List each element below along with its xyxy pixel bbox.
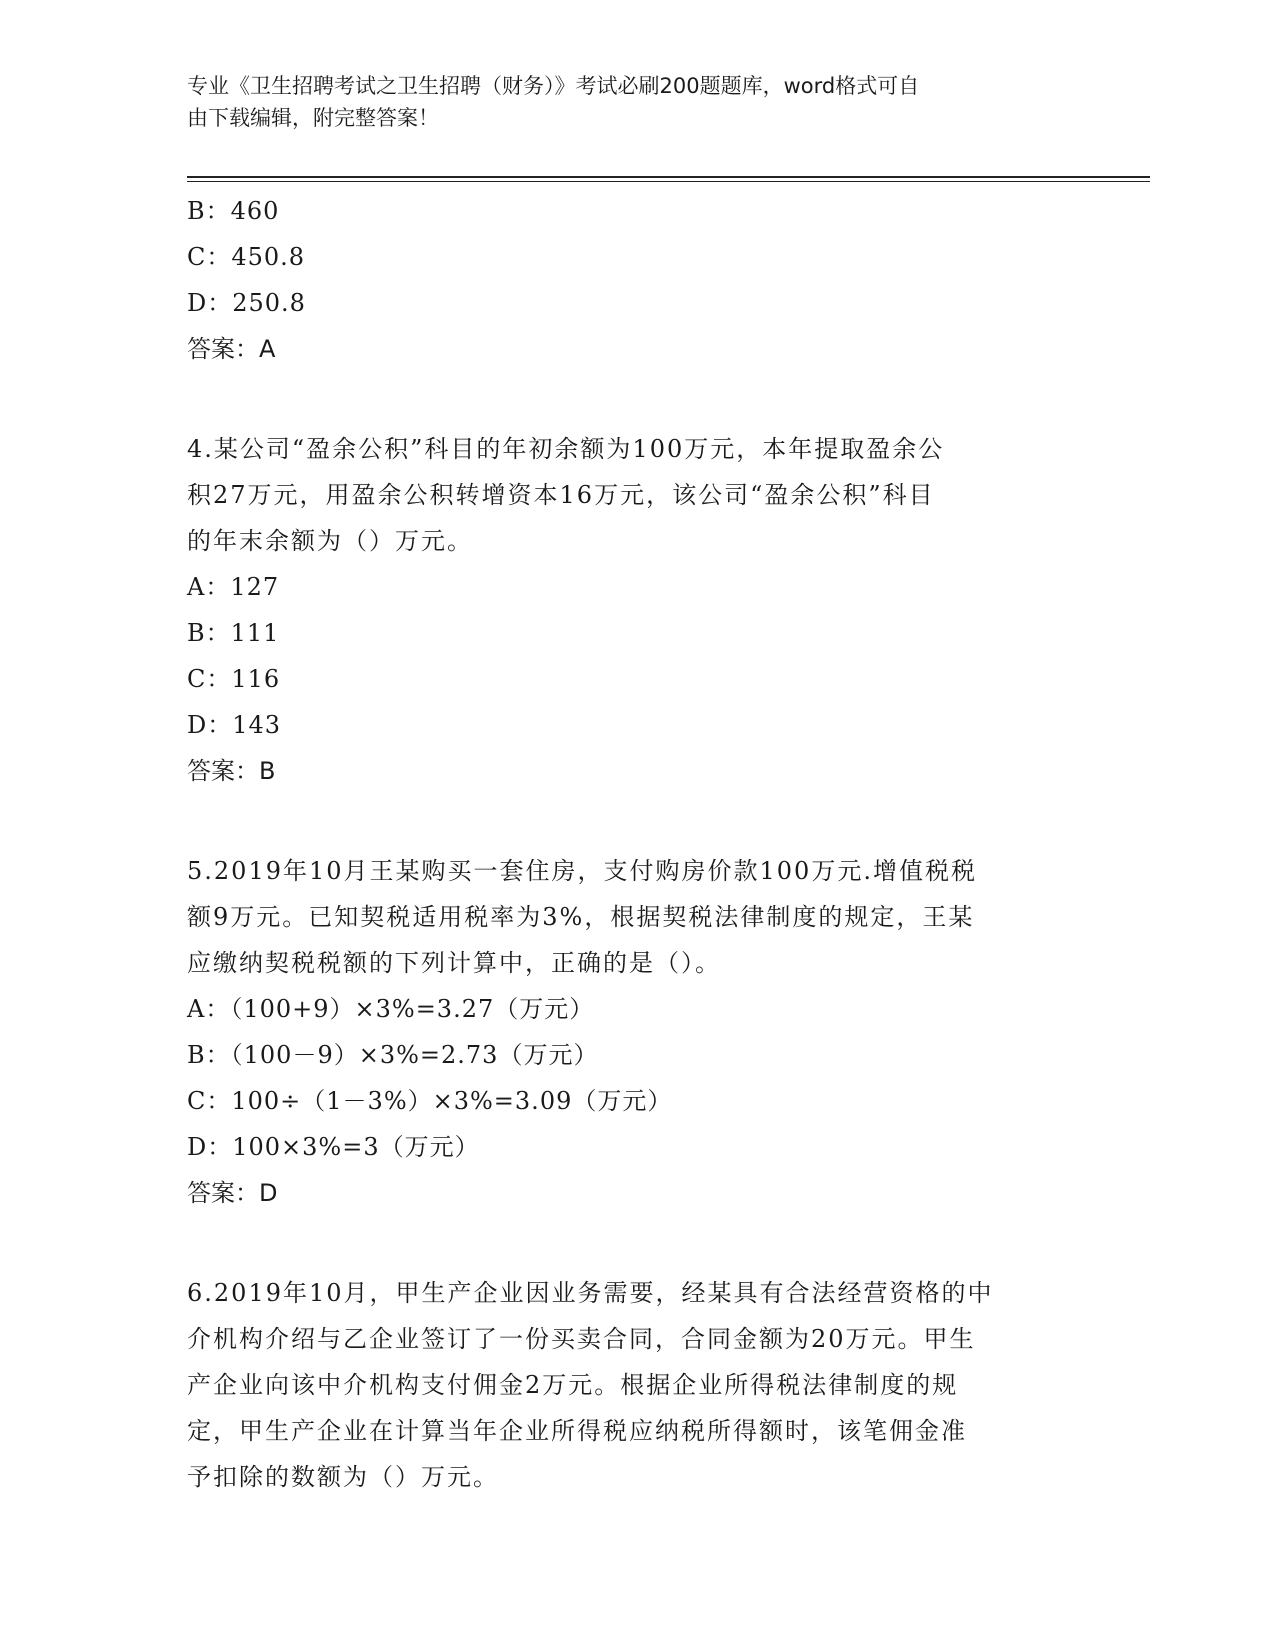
q6-stem-line-3: 产企业向该中介机构支付佣金2万元。根据企业所得税法律制度的规 xyxy=(187,1371,959,1399)
q5-answer: 答案：D xyxy=(187,1179,278,1207)
q5-option-b: B：（100－9）×3%=2.73（万元） xyxy=(187,1041,599,1069)
q4-stem-line-2: 积27万元，用盈余公积转增资本16万元，该公司“盈余公积”科目 xyxy=(187,481,935,509)
q5-option-c: C：100÷（1－3%）×3%=3.09（万元） xyxy=(187,1087,673,1115)
q5-stem-line-3: 应缴纳契税税额的下列计算中，正确的是（）。 xyxy=(187,949,721,977)
question-3-tail xyxy=(187,188,1087,372)
question-6 xyxy=(187,1270,1087,1500)
q5-stem-line-1: 5.2019年10月王某购买一套住房，支付购房价款100万元.增值税税 xyxy=(187,857,977,885)
q3-option-d: D：250.8 xyxy=(187,289,306,317)
q6-stem-line-4: 定，甲生产企业在计算当年企业所得税应纳税所得额时，该笔佣金准 xyxy=(187,1417,967,1445)
q5-option-d: D：100×3%=3（万元） xyxy=(187,1133,480,1161)
q6-stem-line-2: 介机构介绍与乙企业签订了一份买卖合同，合同金额为20万元。甲生 xyxy=(187,1325,976,1353)
q5-stem xyxy=(187,848,1087,986)
header-title-line-1: 专业《卫生招聘考试之卫生招聘（财务）》考试必刷200题题库，word格式可自 xyxy=(187,74,920,98)
q4-stem-line-3: 的年末余额为（）万元。 xyxy=(187,527,473,555)
header-divider xyxy=(187,176,1150,178)
q6-stem-line-1: 6.2019年10月，甲生产企业因业务需要，经某具有合法经营资格的中 xyxy=(187,1279,994,1307)
q4-option-c: C：116 xyxy=(187,665,281,693)
q6-stem-line-5: 予扣除的数额为（）万元。 xyxy=(187,1463,499,1491)
q3-option-c: C：450.8 xyxy=(187,243,306,271)
q4-option-d: D：143 xyxy=(187,711,282,739)
q5-option-a: A：（100+9）×3%=3.27（万元） xyxy=(187,995,595,1023)
header-title-line-2: 由下载编辑，附完整答案！ xyxy=(187,106,439,130)
q4-answer: 答案：B xyxy=(187,757,276,785)
header-divider-thin xyxy=(187,181,1150,182)
q3-answer: 答案：A xyxy=(187,335,276,363)
q4-option-b: B：111 xyxy=(187,619,280,647)
question-4 xyxy=(187,426,1087,794)
q5-stem-line-2: 额9万元。已知契税适用税率为3%，根据契税法律制度的规定，王某 xyxy=(187,903,975,931)
q6-stem xyxy=(187,1270,1087,1500)
document-header xyxy=(187,70,1087,134)
q3-option-b: B：460 xyxy=(187,197,280,225)
q4-stem-line-1: 4.某公司“盈余公积”科目的年初余额为100万元，本年提取盈余公 xyxy=(187,435,945,463)
question-content xyxy=(187,188,1087,1500)
q4-stem xyxy=(187,426,1087,564)
question-5 xyxy=(187,848,1087,1216)
q4-option-a: A：127 xyxy=(187,573,280,601)
